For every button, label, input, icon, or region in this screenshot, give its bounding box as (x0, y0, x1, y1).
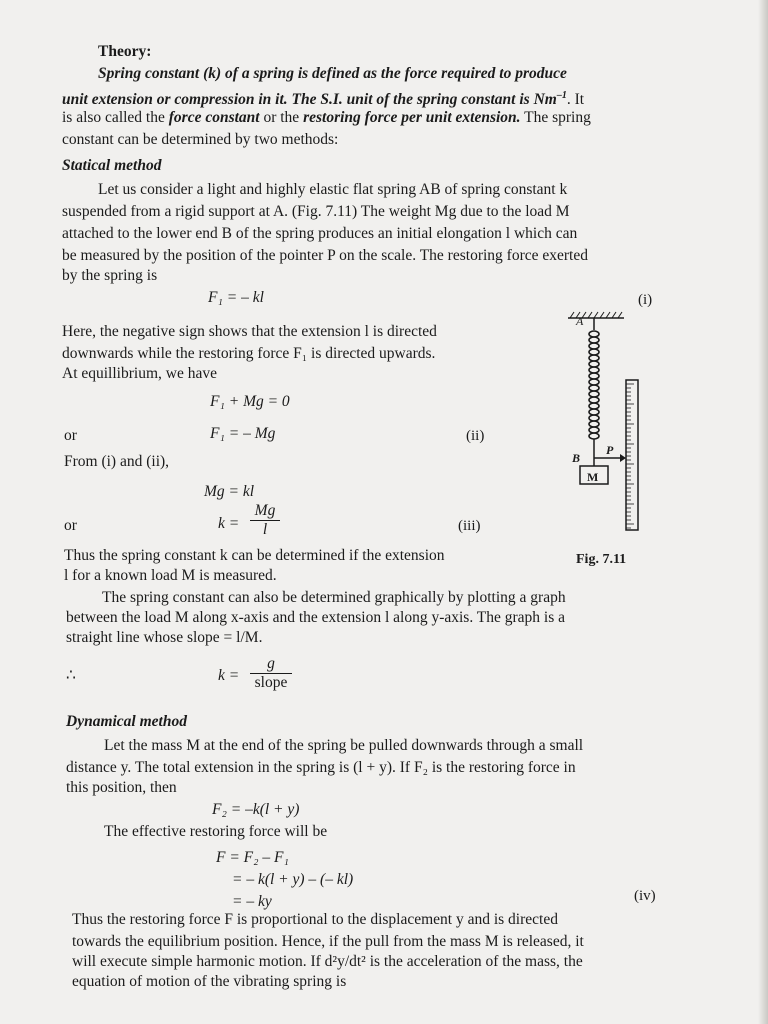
figure-label-p: P (606, 443, 614, 457)
theory-line-4: constant can be determined by two methods: (62, 131, 339, 148)
theory-line-2: unit extension or compression in it. The S.I. unit of the spring constant is $Nm^{-1}$. It (62, 90, 585, 109)
dynamical-heading: Dynamical method (66, 713, 187, 730)
statical-heading: Statical method (62, 157, 162, 174)
or-2: or (64, 517, 77, 534)
equation-5-numerator: Mg (250, 502, 280, 521)
scale-ticks (626, 384, 634, 528)
equation-8: F = F₂ – F₁ (216, 849, 289, 866)
page-edge-shadow (758, 0, 768, 1024)
dynamical-p3-line-2: towards the equilibrium position. Hence, if the pull from the mass M is released, it (72, 933, 584, 950)
equation-6-lhs: k = (218, 667, 240, 684)
equation-7: F₂ = –k(l + y) (212, 801, 300, 818)
spring-coils (589, 331, 599, 439)
theory-line-3: is also called the force constant or the restoring force per unit extension. The spring (62, 109, 591, 126)
statical-p1-line-2: suspended from a rigid support at A. (Fig. 7.11) The weight Mg due to the load M (62, 203, 570, 220)
statical-p2-line-2: downwards while the restoring force F₁ is directed upwards. (62, 345, 436, 362)
equation-5-tag: (iii) (458, 518, 481, 534)
dynamical-p3-line-1: Thus the restoring force F is proportional to the displacement y and is directed (72, 911, 558, 928)
theory-line-1: Spring constant (k) of a spring is defined as the force required to produce (98, 65, 567, 82)
equation-6-denominator: slope (254, 674, 288, 691)
dynamical-p2: The effective restoring force will be (104, 823, 328, 840)
figure-label-a: A (576, 314, 584, 328)
or-1: or (64, 427, 77, 444)
equation-10: = – ky (232, 893, 272, 910)
therefore-symbol: ∴ (66, 667, 76, 684)
equation-1: F₁ = – kl (208, 289, 264, 306)
statical-p1-line-3: attached to the lower end B of the spring produces an initial elongation l which can (62, 225, 578, 242)
scale-bar (626, 380, 638, 530)
dynamical-p3-line-3: will execute simple harmonic motion. If d²y/dt² is the acceleration of the mass, the (72, 953, 583, 970)
dynamical-p1-line-1: Let the mass M at the end of the spring be pulled downwards through a small (104, 737, 584, 754)
statical-p2-line-3: At equillibrium, we have (62, 365, 217, 382)
figure-label-b: B (572, 451, 581, 465)
dynamical-p1-line-2: distance y. The total extension in the spring is (l + y). If F₂ is the restoring force in (66, 759, 576, 776)
equation-9: = – k(l + y) – (– kl) (232, 871, 354, 888)
spring-figure (560, 308, 670, 558)
dynamical-p1-line-3: this position, then (66, 779, 177, 796)
statical-p2-line-1: Here, the negative sign shows that the extension l is directed (62, 323, 437, 340)
statical-p3-line-2: l for a known load M is measured. (64, 567, 277, 584)
statical-p4-line-3: straight line whose slope = l/M. (66, 629, 263, 646)
theory-heading: Theory: (98, 43, 152, 60)
dynamical-p3-line-4: equation of motion of the vibrating spring is (72, 973, 347, 990)
equation-10-tag: (iv) (634, 888, 656, 904)
statical-p1-line-4: be measured by the position of the pointer P on the scale. The restoring force exerted (62, 247, 588, 264)
equation-3-tag: (ii) (466, 428, 485, 444)
equation-6-numerator: g (250, 655, 292, 674)
equation-5-denominator: l (262, 521, 268, 538)
statical-p1-line-5: by the spring is (62, 267, 158, 284)
pointer-arrowhead (620, 454, 626, 462)
figure-caption: Fig. 7.11 (576, 552, 627, 567)
figure-label-m: M (587, 470, 599, 484)
equation-2: F₁ + Mg = 0 (210, 393, 290, 410)
from-i-and-ii: From (i) and (ii), (64, 453, 170, 470)
equation-6-fraction (250, 655, 292, 692)
equation-5-lhs: k = (218, 515, 240, 532)
equation-1-tag: (i) (638, 292, 653, 308)
equation-5-fraction (250, 502, 280, 539)
statical-p1-line-1: Let us consider a light and highly elastic flat spring AB of spring constant k (98, 181, 568, 198)
equation-4: Mg = kl (204, 483, 255, 500)
statical-p4-line-2: between the load M along x-axis and the extension l along y-axis. The graph is a (66, 609, 566, 626)
statical-p4-line-1: The spring constant can also be determined graphically by plotting a graph (102, 589, 566, 606)
equation-3: F₁ = – Mg (210, 425, 276, 442)
statical-p3-line-1: Thus the spring constant k can be determined if the extension (64, 547, 445, 564)
